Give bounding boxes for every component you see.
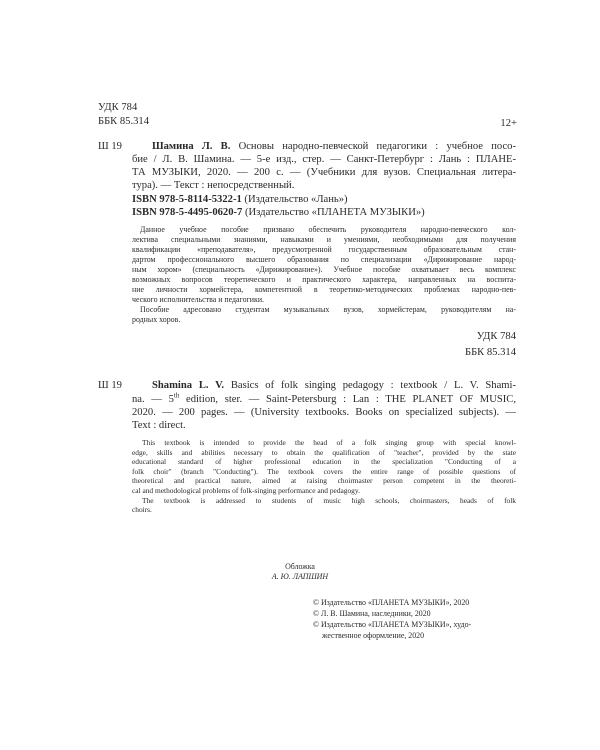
abstract-line: theoretical and practical nature, aimed at raising choirmaster person competent in the theoreti- (132, 476, 516, 486)
abstract-line: ческого исполнительства и педагогики. (132, 295, 265, 304)
copyright-line: © Л. В. Шамина, наследники, 2020 (313, 609, 431, 618)
cover-artist: А. Ю. ЛАПШИН (271, 572, 329, 581)
abstract-line: folk choir" (branch "Conducting"). The textbook covers the entire range of possible questions of (132, 466, 516, 476)
description-line: 2020. — 200 pages. — (University textbooks. Books on specialized subjects). — (132, 407, 516, 418)
shelf-code-en: Ш 19 (98, 380, 122, 391)
abstract-line: дартом профессионального высшего образования по специализации «Дирижирование народ- (132, 255, 516, 264)
copyright-line: жественное оформление, 2020 (322, 631, 425, 640)
description-line: ТА МУЗЫКИ, 2020. — 200 с. — (Учебники для вузов. Специальная литера- (132, 167, 516, 178)
audience-line: родных хоров. (132, 315, 181, 324)
abstract-line: квалификации «преподавателя», предусмотренной государственным образовательным стан- (132, 245, 516, 254)
isbn-line (132, 206, 425, 219)
copyright-block (313, 597, 518, 641)
audience-line: The textbook is addressed to students of music high schools, choirmasters, heads of folk (142, 495, 516, 505)
audience-line: Пособие адресовано студентам музыкальных вузов, хормейстерам, руководителям на- (140, 305, 516, 314)
author-name-en: Shamina L. V. (152, 380, 225, 391)
age-rating: 12+ (500, 118, 517, 129)
abstract-line: Данное учебное пособие призвано обеспечить руководителя народно-певческого кол- (140, 225, 516, 234)
isbn-line (132, 193, 425, 206)
audience-line: choirs. (132, 505, 152, 515)
abstract-line: edge, skills and abilities necessary to obtain the qualification of "teacher", provided by the state (132, 447, 516, 457)
isbn-number: ISBN 978-5-4495-0620-7 (132, 207, 243, 218)
description-line: na. — 5th edition, ster. — Saint-Petersburg : Lan : THE PLANET OF MUSIC, (132, 391, 516, 405)
cover-label: Обложка (285, 562, 315, 571)
isbn-block (132, 193, 425, 219)
abstract-line: возможных вопросов теоретического и практического характера, направленных на воспита- (132, 275, 516, 284)
abstract-line: cal and methodological problems of folk-singing performance and pedagogy. (132, 485, 360, 495)
shelf-code: Ш 19 (98, 141, 122, 152)
bbk-code: ББК 85.314 (98, 116, 150, 127)
bibliographic-description-ru-cont (132, 153, 516, 192)
bibliographic-description-en-cont (132, 393, 516, 432)
udk-code: УДК 784 (98, 102, 138, 113)
cover-credit (200, 562, 400, 582)
copyright-line: © Издательство «ПЛАНЕТА МУЗЫКИ», 2020 (313, 598, 470, 607)
description-line: Шамина Л. В. Основы народно-певческой педагогики : учебное посо- (152, 141, 516, 152)
author-name: Шамина Л. В. (152, 141, 231, 152)
description-line: тура). — Текст : непосредственный. (132, 180, 295, 191)
isbn-publisher: (Издательство «ПЛАНЕТА МУЗЫКИ») (242, 207, 425, 218)
abstract-line: ным хором» (специальность «Дирижирование»). Учебное пособие охватывает весь комплекс (132, 265, 516, 274)
abstract-line: ние личности хормейстера, компетентной в теоретико-методических проблемах народно-пев- (132, 285, 516, 294)
description-line: Shamina L. V. Basics of folk singing pedagogy : textbook / L. V. Shami- (152, 380, 516, 391)
description-line: Text : direct. (132, 420, 186, 431)
isbn-number: ISBN 978-5-8114-5322-1 (132, 194, 242, 205)
bibliographic-description-en (152, 379, 516, 392)
udk-code-bottom: УДК 784 (476, 331, 516, 342)
abstract-en (132, 438, 516, 515)
description-line: бие / Л. В. Шамина. — 5-е изд., стер. — Санкт-Петербург : Лань : ПЛАНЕ- (132, 154, 516, 165)
abstract-line: educational standard of higher professional education in the specialization "Conducting of a (132, 457, 516, 467)
abstract-ru (132, 225, 516, 325)
bbk-code-bottom: ББК 85.314 (464, 347, 516, 358)
abstract-line: лектива специальными знаниями, навыками и умениями, необходимыми для получения (132, 235, 516, 244)
bibliographic-description-ru (152, 140, 516, 153)
copyright-line: © Издательство «ПЛАНЕТА МУЗЫКИ», худо- (313, 620, 472, 629)
isbn-publisher: (Издательство «Лань») (241, 194, 348, 205)
abstract-line: This textbook is intended to provide the head of a folk singing group with special knowl- (142, 438, 516, 447)
